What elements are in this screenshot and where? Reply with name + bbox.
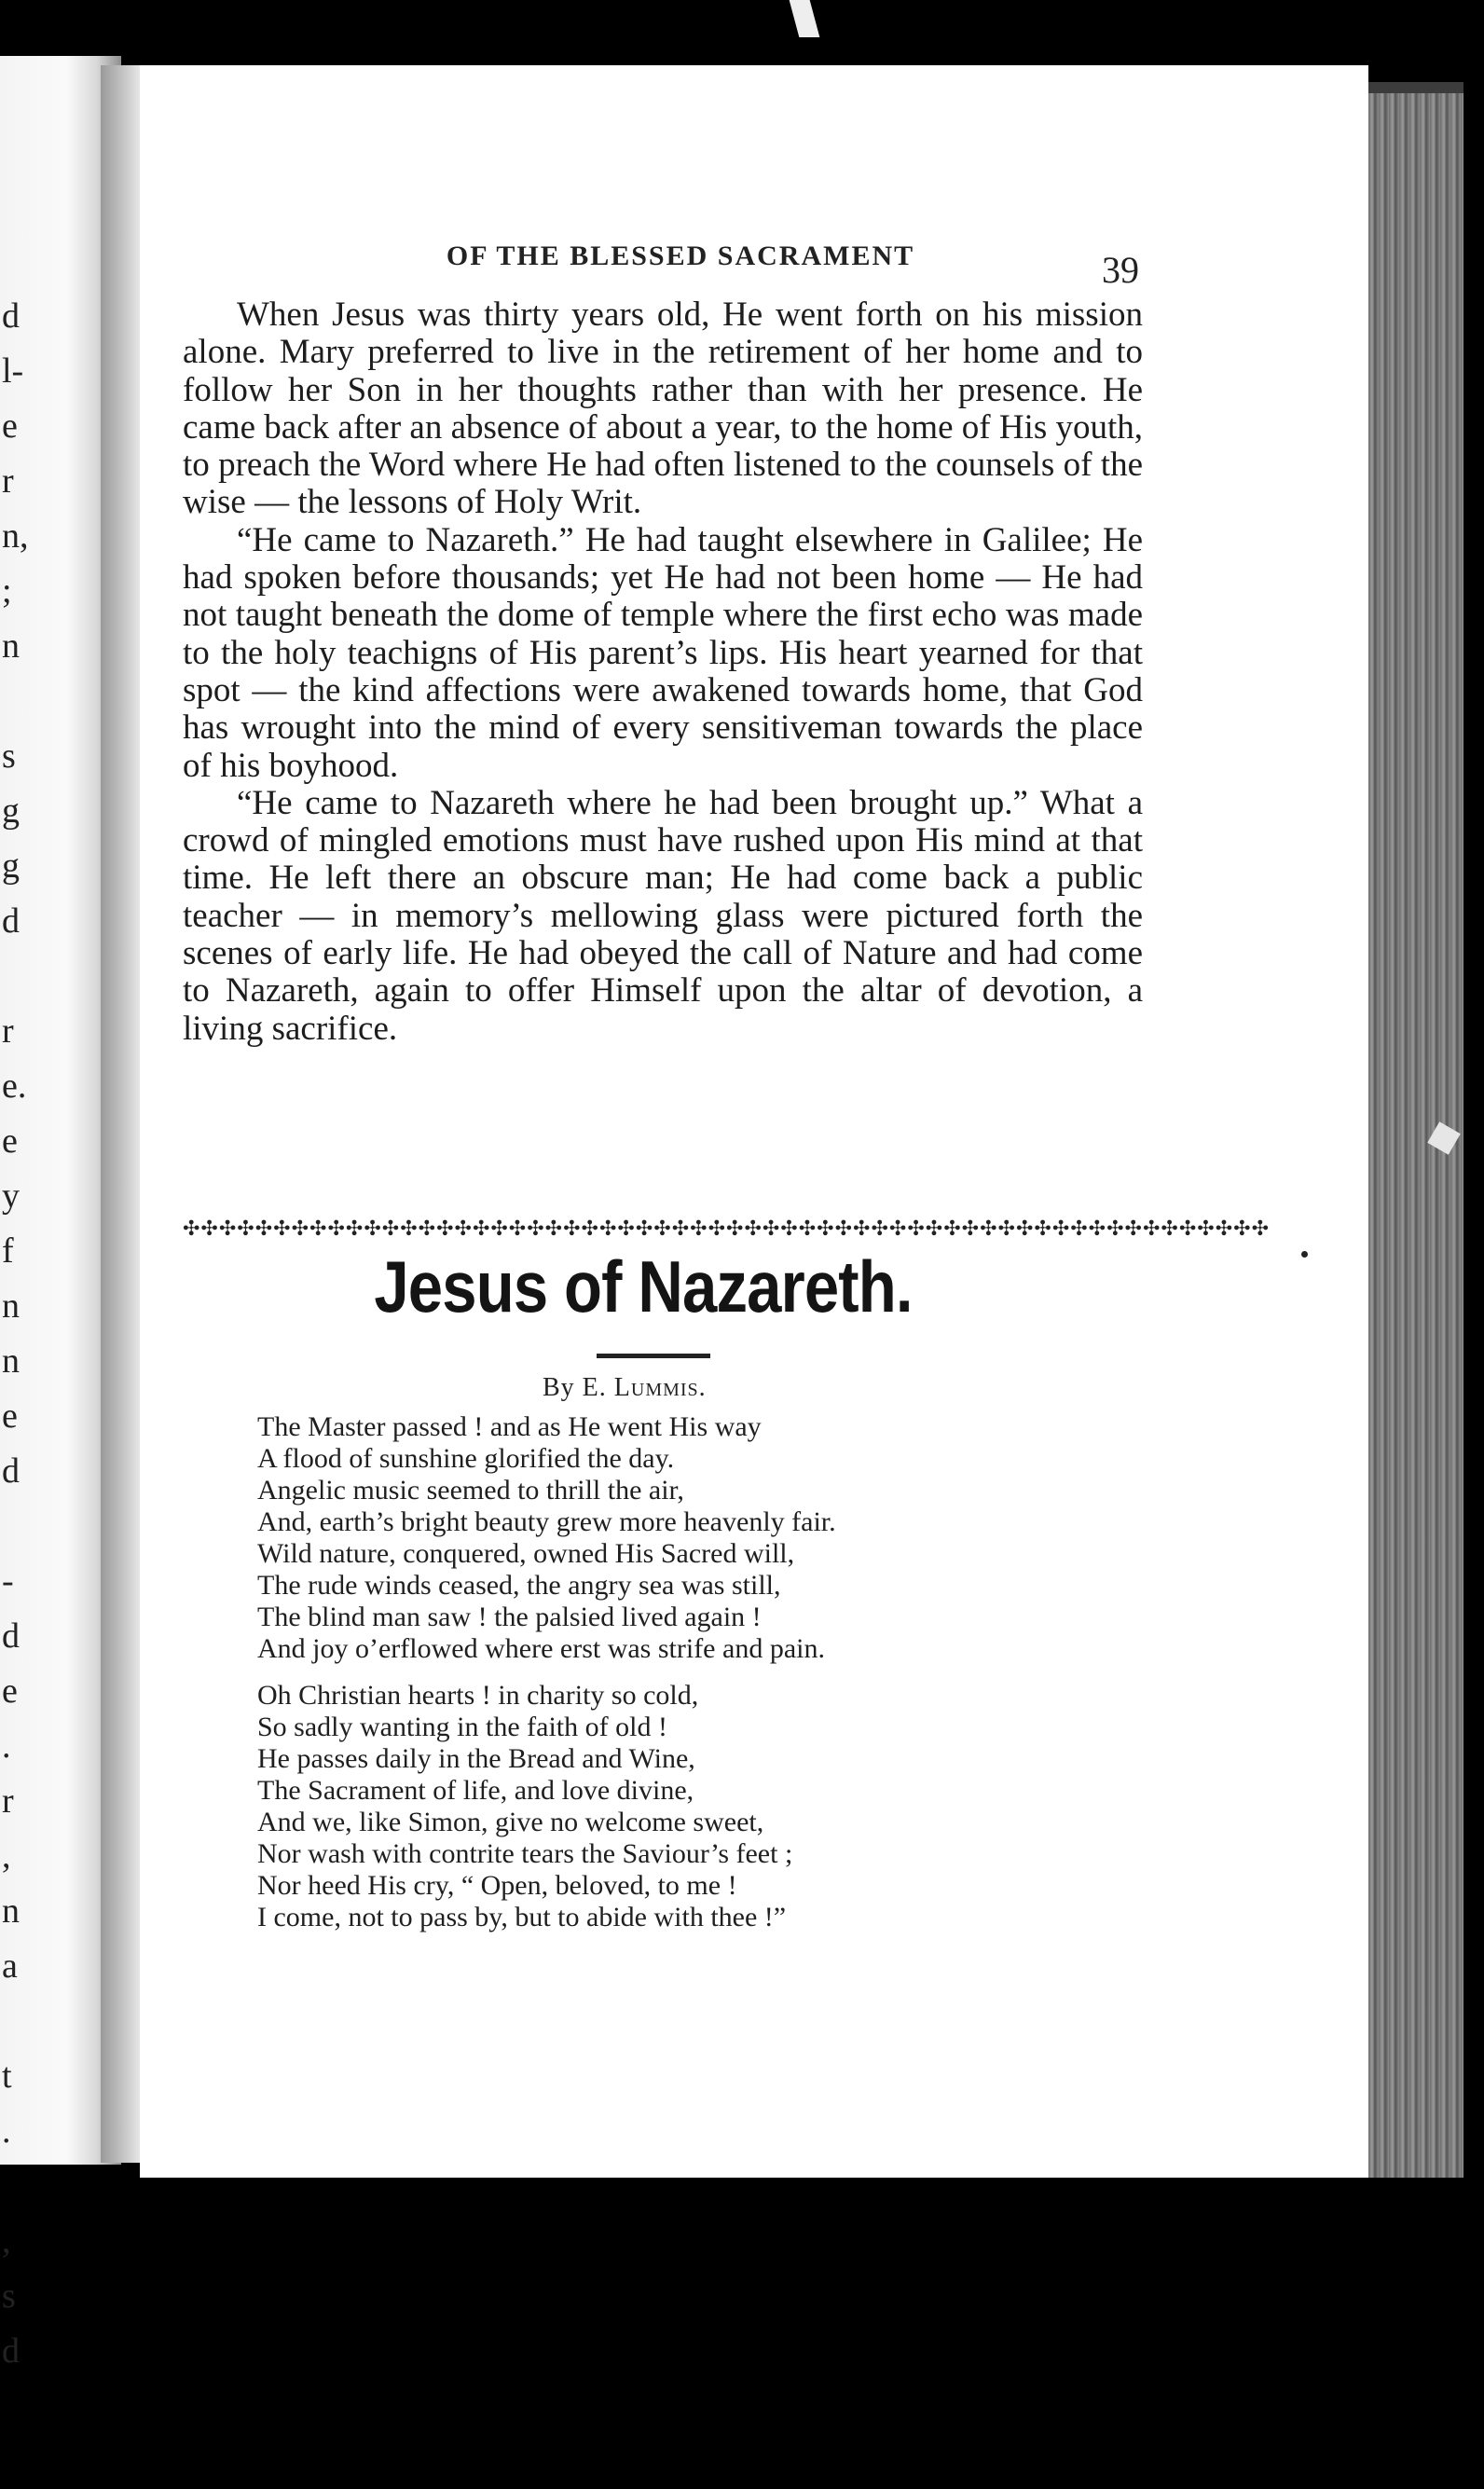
facing-page-fragment: d [2, 901, 20, 941]
poem-line: The Sacrament of life, and love divine, [257, 1775, 694, 1806]
facing-page-fragment: d [2, 296, 20, 336]
poem-line: Nor wash with contrite tears the Saviour’s feet ; [257, 1838, 793, 1869]
facing-page-fragment: - [2, 1561, 14, 1601]
facing-page-fragment: f [2, 1231, 14, 1271]
facing-page-fragment: n [2, 1891, 20, 1931]
facing-page-fragment: e. [2, 1066, 27, 1106]
ink-speck [1301, 1251, 1308, 1258]
byline-prefix: By E. [543, 1373, 614, 1402]
poem-line: So sadly wanting in the faith of old ! [257, 1712, 667, 1742]
poem-byline [543, 1373, 707, 1403]
poem-stanza-2 [257, 1680, 1096, 1933]
facing-page-fragment [0, 674, 28, 729]
facing-page-fragment [0, 1994, 28, 2049]
facing-page-fragment: n, [2, 516, 29, 556]
facing-page-fragment: n [2, 1341, 20, 1381]
facing-page-fragment [0, 2434, 28, 2489]
facing-page-fragment [0, 2159, 28, 2214]
poem-line: And joy o’erflowed where erst was strife and pain. [257, 1633, 825, 1664]
facing-page-fragment [0, 1499, 28, 1554]
poem-line: A flood of sunshine glorified the day. [257, 1443, 675, 1474]
running-head: OF THE BLESSED SACRAMENT [446, 241, 915, 271]
page-number: 39 [1102, 249, 1139, 291]
facing-page-fragment: ; [2, 571, 12, 611]
facing-page-fragment: d [2, 1451, 20, 1491]
facing-page-fragment: . [2, 2111, 11, 2151]
facing-page-fragment: n [2, 1286, 20, 1326]
facing-page-fragment [0, 2379, 28, 2434]
paragraph: When Jesus was thirty years old, He went forth on his mission alone. Mary preferred to live in the retirement of her home and to follow her Son in her thoughts rather than with her presence. He came back after an absence of about a year, to the home of His youth, to preach the Word where He had often listened to the counsels of the wise — the lessons of Holy Writ. [183, 296, 1143, 522]
facing-page-fragment: t [2, 2056, 12, 2096]
poem-line: And we, like Simon, give no welcome sweet, [257, 1807, 764, 1837]
facing-page-fragment: r [2, 461, 14, 501]
facing-page-fragment: a [2, 1946, 18, 1986]
top-paper-fragment [790, 0, 820, 37]
poem-title: Jesus of Nazareth. [374, 1245, 913, 1327]
facing-page-fragment: e [2, 1396, 18, 1436]
facing-page-fragment: g [2, 846, 20, 886]
facing-page-fragment: r [2, 1781, 14, 1821]
poem-line: He passes daily in the Bread and Wine, [257, 1743, 695, 1774]
article-body [183, 296, 1143, 1048]
facing-page-fragment: . [2, 1726, 11, 1766]
poem-line: The Master passed ! and as He went His way [257, 1411, 762, 1442]
facing-page-fragment: s [2, 2276, 16, 2316]
poem-line: Nor heed His cry, “ Open, beloved, to me ! [257, 1870, 737, 1901]
facing-page-fragment: r [2, 1011, 14, 1051]
facing-page-fragment: s [2, 736, 16, 776]
poem-line: Angelic music seemed to thrill the air, [257, 1475, 684, 1506]
poem-stanza-1 [257, 1411, 1096, 1665]
poem-line: The rude winds ceased, the angry sea was still, [257, 1570, 781, 1601]
poem-line: The blind man saw ! the palsied lived again ! [257, 1602, 762, 1632]
facing-page-fragment: , [2, 2221, 11, 2261]
facing-page-fragment: e [2, 1671, 18, 1711]
facing-page-text-fragments [0, 289, 28, 2489]
poem-line: And, earth’s bright beauty grew more heavenly fair. [257, 1506, 836, 1537]
byline-author: Lummis. [613, 1373, 707, 1402]
poem-line: Oh Christian hearts ! in charity so cold, [257, 1680, 699, 1711]
facing-page-fragment: l- [2, 351, 24, 391]
poem-line: I come, not to pass by, but to abide with thee !” [257, 1902, 787, 1932]
ornamental-divider: ✣✣✣✣✣✣✣✣✣✣✣✣✣✣✣✣✣✣✣✣✣✣✣✣✣✣✣✣✣✣✣✣✣✣✣✣✣✣✣✣✣✣✣✣✣✣✣✣✣✣✣✣✣✣✣✣✣✣✣✣ [183, 1217, 1271, 1241]
facing-page-fragment [0, 949, 28, 1004]
facing-page-fragment: g [2, 791, 20, 831]
facing-page-fragment: e [2, 1121, 18, 1161]
title-rule [597, 1354, 710, 1358]
poem-line: Wild nature, conquered, owned His Sacred will, [257, 1538, 795, 1569]
facing-page-fragment: n [2, 626, 20, 666]
facing-page-fragment: y [2, 1176, 20, 1216]
facing-page-fragment: d [2, 2331, 20, 2371]
paragraph: “He came to Nazareth where he had been brought up.” What a crowd of mingled emotions must have rushed upon His mind at that time. He left there an obscure man; He had come back a public teacher — in memory’s mellowing glass were pictured forth the scenes of early life. He had obeyed the call of Nature and had come to Nazareth, again to offer Himself upon the altar of devotion, a living sacrifice. [183, 783, 1143, 1048]
paragraph: “He came to Nazareth.” He had taught elsewhere in Galilee; He had spoken before thousands; yet He had not been home — He had not taught beneath the dome of temple where the first echo was made to the holy teachigns of His parent’s lips. His heart yearned for that spot — the kind affections were awakened towards home, that God has wrought into the mind of every sensitiveman towards the place of his boyhood. [183, 520, 1143, 785]
facing-page-fragment: , [2, 1836, 11, 1876]
facing-page-fragment: e [2, 406, 18, 446]
facing-page-fragment: d [2, 1616, 20, 1656]
